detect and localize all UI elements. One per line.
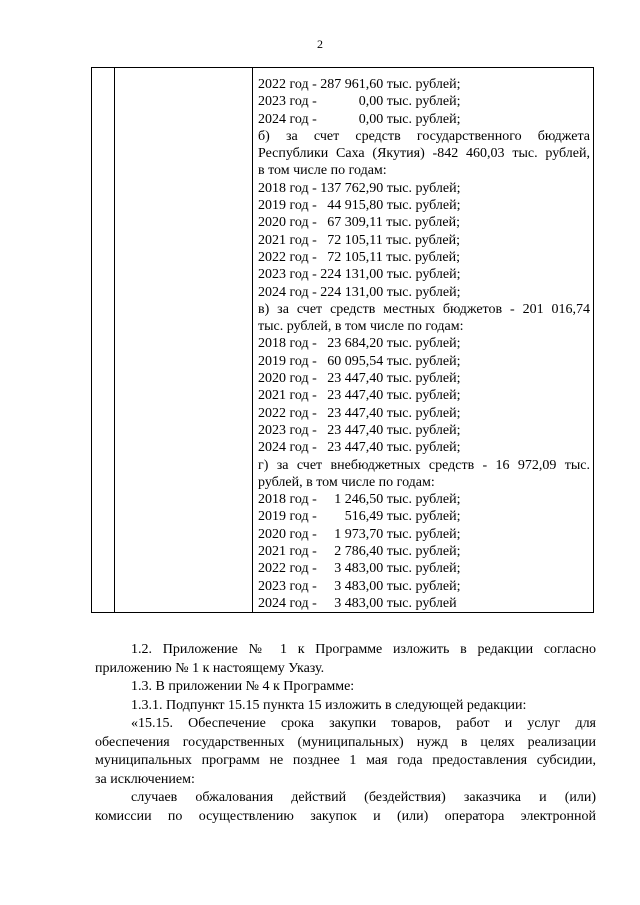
text-line: 2022 год - 287 961,60 тыс. рублей; — [258, 77, 461, 92]
text-line: 2018 год - 1 246,50 тыс. рублей; — [258, 492, 461, 508]
budget-table — [91, 67, 594, 613]
text-line: 2019 год - 60 095,54 тыс. рублей; — [258, 353, 461, 369]
text-line: б) за счет средств государственного бюджета — [258, 128, 590, 144]
text-line: приложению № 1 к настоящему Указу. — [95, 660, 325, 676]
table-column-divider — [114, 68, 115, 612]
text-line: в том числе по годам: — [258, 163, 387, 179]
text-line: 2022 год - 72 105,11 тыс. рублей; — [258, 249, 460, 265]
text-line: 2019 год - 44 915,80 тыс. рублей; — [258, 198, 461, 214]
text-line: 1.3. В приложении № 4 к Программе: — [131, 679, 355, 694]
text-line: 2023 год - 0,00 тыс. рублей; — [258, 94, 461, 110]
text-line: 2020 год - 1 973,70 тыс. рублей; — [258, 526, 461, 542]
page-number: 2 — [317, 37, 323, 51]
text-line: 2022 год - 23 447,40 тыс. рублей; — [258, 405, 461, 421]
text-line: за исключением: — [95, 771, 195, 787]
text-line: Республики Саха (Якутия) -842 460,03 тыс. рублей, — [258, 146, 590, 162]
text-line: 2024 год - 23 447,40 тыс. рублей; — [258, 440, 461, 456]
text-line: 2020 год - 23 447,40 тыс. рублей; — [258, 371, 461, 387]
text-line: рублей, в том числе по годам: — [258, 474, 435, 490]
text-line: случаев обжалования действий (бездействия) заказчика и (или) — [131, 790, 596, 805]
text-line: 2023 год - 3 483,00 тыс. рублей; — [258, 578, 461, 594]
text-line: г) за счет внебюджетных средств - 16 972,09 тыс. — [258, 457, 590, 473]
text-line: 2021 год - 23 447,40 тыс. рублей; — [258, 388, 461, 404]
text-line: 2023 год - 224 131,00 тыс. рублей; — [258, 267, 461, 283]
text-line: 2024 год - 224 131,00 тыс. рублей; — [258, 284, 461, 300]
text-line: 2018 год - 23 684,20 тыс. рублей; — [258, 336, 461, 352]
table-column-divider — [252, 68, 253, 612]
text-line: тыс. рублей, в том числе по годам: — [258, 319, 464, 335]
text-line: муниципальных программ не позднее 1 мая года предоставления субсидии, — [95, 753, 596, 768]
text-line: обеспечения государственных (муниципальных) нужд в целях реализации — [95, 734, 596, 750]
text-line: 1.3.1. Подпункт 15.15 пункта 15 изложить в следующей редакции: — [131, 697, 527, 713]
text-line: 2021 год - 72 105,11 тыс. рублей; — [258, 232, 460, 248]
text-line: 2020 год - 67 309,11 тыс. рублей; — [258, 215, 460, 231]
text-line: 2024 год - 3 483,00 тыс. рублей — [258, 595, 457, 611]
text-line: «15.15. Обеспечение срока закупки товаров, работ и услуг для — [131, 716, 596, 731]
decree-body-text — [95, 641, 596, 826]
text-line: 2024 год - 0,00 тыс. рублей; — [258, 111, 461, 127]
text-line: 2023 год - 23 447,40 тыс. рублей; — [258, 422, 461, 438]
text-line: 2019 год - 516,49 тыс. рублей; — [258, 509, 461, 525]
text-line: 2021 год - 2 786,40 тыс. рублей; — [258, 544, 461, 560]
text-line: 2022 год - 3 483,00 тыс. рублей; — [258, 561, 461, 577]
text-line: комиссии по осуществлению закупок и (или) оператора электронной — [95, 808, 596, 824]
funding-cell-text — [258, 76, 590, 612]
text-line: 2018 год - 137 762,90 тыс. рублей; — [258, 180, 461, 196]
text-line: 1.2. Приложение № 1 к Программе изложить в редакции согласно — [131, 642, 596, 657]
text-line: в) за счет средств местных бюджетов - 201 016,74 — [258, 301, 590, 317]
